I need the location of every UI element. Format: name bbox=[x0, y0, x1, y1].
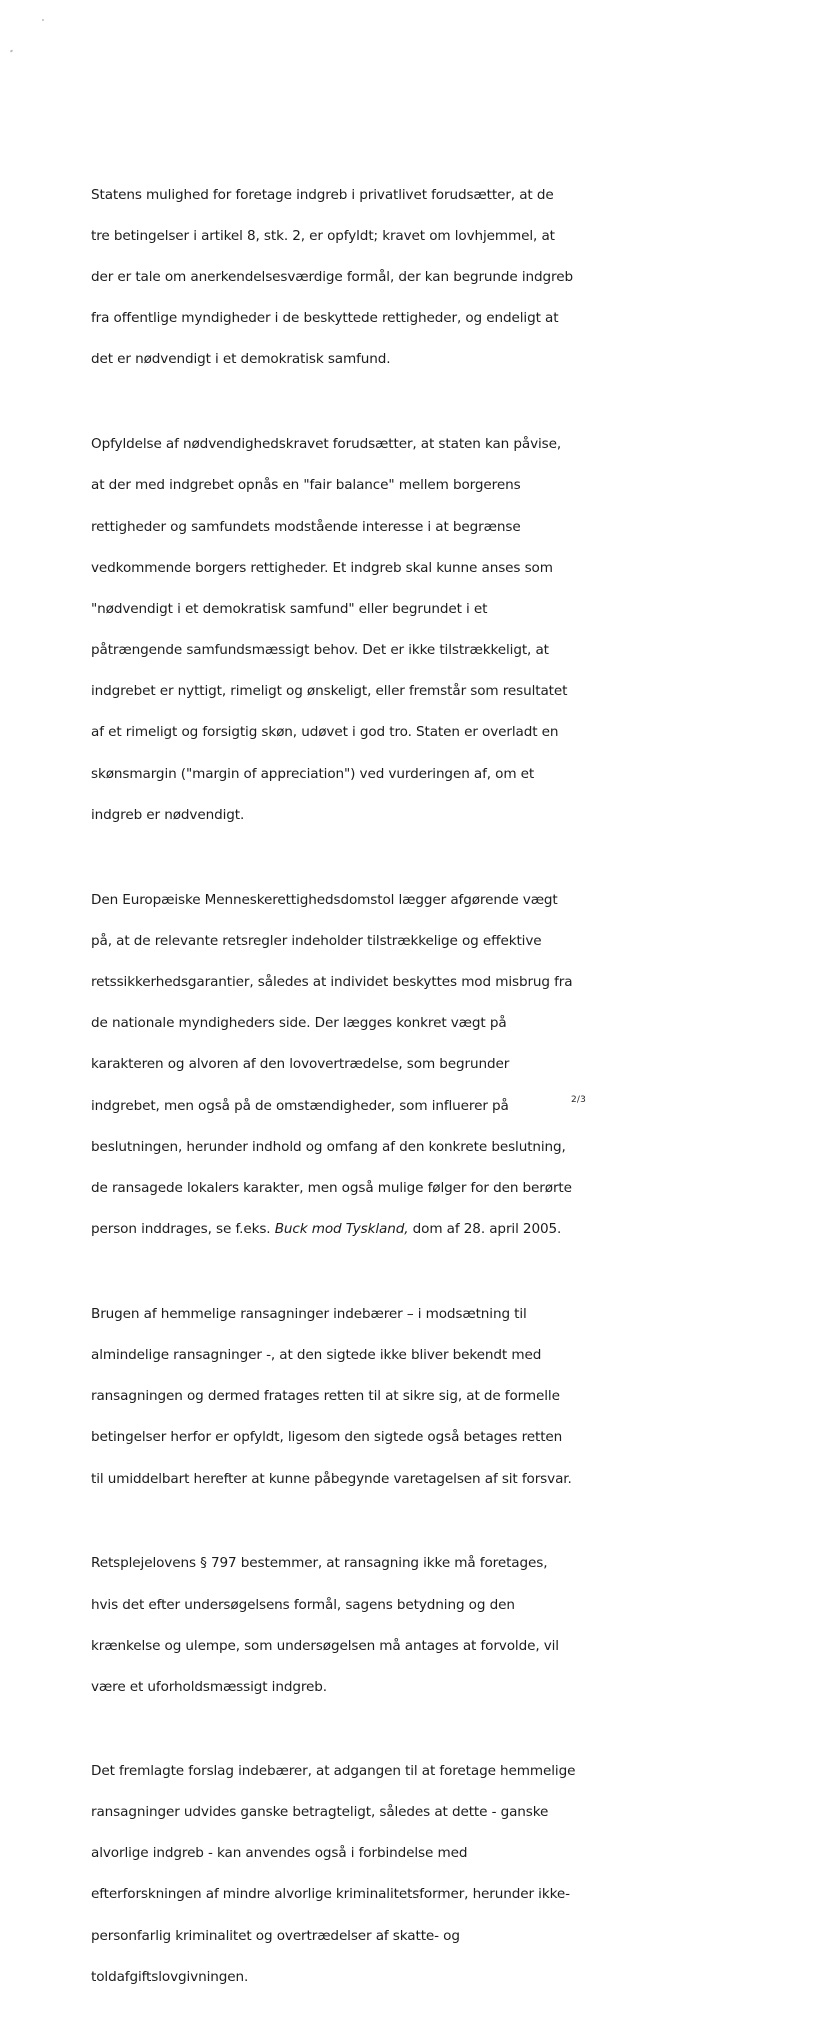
text-line: der er tale om anerkendelsesværdige formål, der kan begrunde indgreb bbox=[91, 268, 573, 285]
text-line: det er nødvendigt i et demokratisk samfund. bbox=[91, 351, 391, 368]
text-line: karakteren og alvoren af den lovovertrædelse, som begrunder bbox=[91, 1056, 510, 1073]
text-line: hvis det efter undersøgelsens formål, sagens betydning og den bbox=[91, 1596, 515, 1613]
paragraph-necessity-requirement bbox=[91, 414, 571, 846]
text-line: Den Europæiske Menneskerettighedsdomstol lægger afgørende vægt bbox=[91, 891, 558, 908]
paragraph-secret-searches bbox=[91, 1283, 571, 1510]
text-line: de nationale myndigheders side. Der lægges konkret vægt på bbox=[91, 1015, 507, 1032]
text-line: beslutningen, herunder indhold og omfang af den konkrete beslutning, bbox=[91, 1138, 566, 1155]
text-line-with-citation bbox=[91, 1219, 571, 1240]
paragraph-human-rights-court bbox=[91, 869, 571, 1260]
paragraph-privacy-conditions bbox=[91, 164, 571, 391]
text-line: påtrængende samfundsmæssigt behov. Det er ikke tilstrækkeligt, at bbox=[91, 642, 549, 659]
text-line: de ransagede lokalers karakter, men også mulige følger for den berørte bbox=[91, 1179, 572, 1196]
text-line: fra offentlige myndigheder i de beskyttede rettigheder, og endeligt at bbox=[91, 310, 559, 327]
text-line: indgrebet er nyttigt, rimeligt og ønskeligt, eller fremstår som resultatet bbox=[91, 683, 568, 700]
scan-speck bbox=[10, 49, 14, 52]
text-line: retssikkerhedsgarantier, således at individet beskyttes mod misbrug fra bbox=[91, 973, 573, 990]
text-line: Retsplejelovens § 797 bestemmer, at ransagning ikke må foretages, bbox=[91, 1555, 548, 1572]
text-line: rettigheder og samfundets modstående interesse i at begrænse bbox=[91, 518, 521, 535]
text-line: ransagningen og dermed fratages retten til at sikre sig, at de formelle bbox=[91, 1388, 560, 1405]
paragraph-proposal-expansion bbox=[91, 1740, 576, 2008]
text-line: indgreb er nødvendigt. bbox=[91, 806, 245, 823]
text-line: på, at de relevante retsregler indeholder tilstrækkelige og effektive bbox=[91, 932, 542, 949]
text-line: Statens mulighed for foretage indgreb i privatlivet forudsætter, at de bbox=[91, 186, 554, 203]
text-line: toldafgiftslovgivningen. bbox=[91, 1968, 249, 1985]
text-line: "nødvendigt i et demokratisk samfund" eller begrundet i et bbox=[91, 600, 488, 617]
text-line: være et uforholdsmæssigt indgreb. bbox=[91, 1678, 327, 1695]
text-line: til umiddelbart herefter at kunne påbegynde varetagelsen af sit forsvar. bbox=[91, 1470, 572, 1487]
citation-suffix: dom af 28. april 2005. bbox=[408, 1221, 562, 1238]
text-line: efterforskningen af mindre alvorlige kriminalitetsformer, herunder ikke- bbox=[91, 1886, 570, 1903]
text-line: at der med indgrebet opnås en "fair balance" mellem borgerens bbox=[91, 477, 521, 494]
text-line: betingelser herfor er opfyldt, ligesom den sigtede også betages retten bbox=[91, 1429, 563, 1446]
case-name-citation: Buck mod Tyskland, bbox=[274, 1221, 409, 1238]
text-line: indgrebet, men også på de omstændigheder, som influerer på bbox=[91, 1097, 509, 1114]
text-line: Det fremlagte forslag indebærer, at adgangen til at foretage hemmelige bbox=[91, 1762, 576, 1779]
text-line: Opfyldelse af nødvendighedskravet forudsætter, at staten kan påvise, bbox=[91, 436, 562, 453]
text-line: krænkelse og ulempe, som undersøgelsen må antages at forvolde, vil bbox=[91, 1637, 559, 1654]
page-number: 2/3 bbox=[571, 1095, 587, 1105]
text-line: personfarlig kriminalitet og overtrædelser af skatte- og bbox=[91, 1927, 460, 1944]
text-line: skønsmargin ("margin of appreciation") ved vurderingen af, om et bbox=[91, 765, 535, 782]
text-line: alvorlige indgreb - kan anvendes også i forbindelse med bbox=[91, 1845, 468, 1862]
scan-speck bbox=[42, 19, 44, 21]
text-line: Brugen af hemmelige ransagninger indebærer – i modsætning til bbox=[91, 1305, 527, 1322]
paragraph-section-797 bbox=[91, 1533, 571, 1718]
text-line: vedkommende borgers rettigheder. Et indgreb skal kunne anses som bbox=[91, 559, 553, 576]
text-line: ransagninger udvides ganske betragteligt, således at dette - ganske bbox=[91, 1803, 549, 1820]
text-line: af et rimeligt og forsigtig skøn, udøvet i god tro. Staten er overladt en bbox=[91, 724, 559, 741]
text-line: almindelige ransagninger -, at den sigtede ikke bliver bekendt med bbox=[91, 1347, 542, 1364]
text-line: tre betingelser i artikel 8, stk. 2, er opfyldt; kravet om lovhjemmel, at bbox=[91, 227, 555, 244]
citation-prefix: person inddrages, se f.eks. bbox=[91, 1221, 275, 1238]
document-body bbox=[91, 164, 576, 2031]
